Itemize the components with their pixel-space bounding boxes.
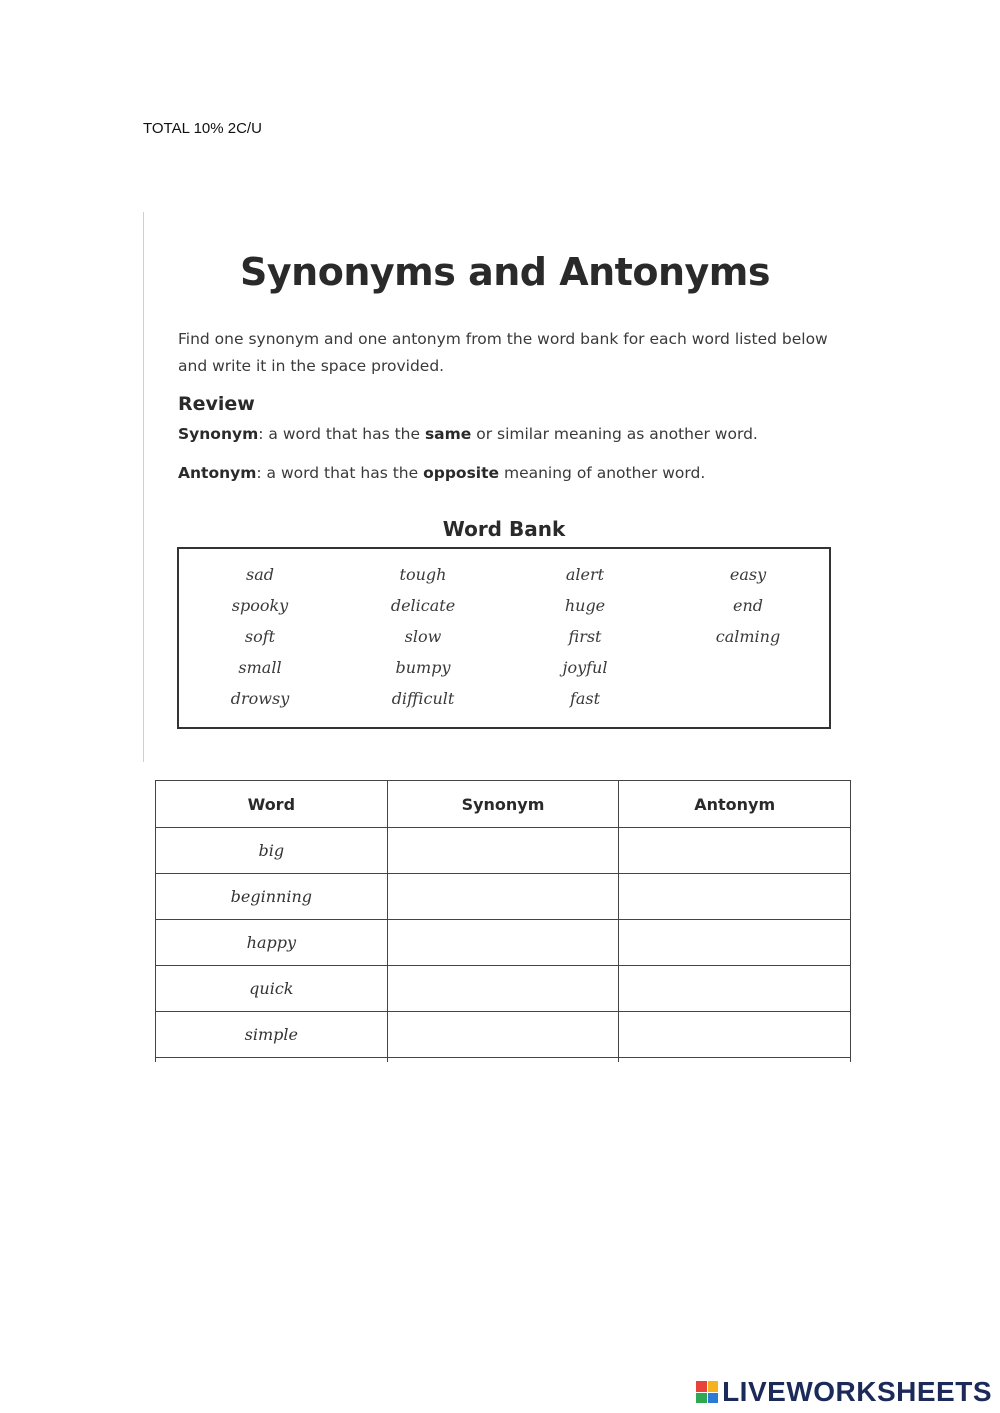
- antonym-answer-cell[interactable]: [619, 828, 851, 874]
- word-bank-item: calming: [715, 627, 781, 646]
- word-bank-item: huge: [564, 596, 606, 615]
- synonym-answer-cell[interactable]: [387, 920, 619, 966]
- antonym-definition: [178, 464, 705, 482]
- word-bank-item: joyful: [562, 658, 608, 677]
- word-bank-item: fast: [569, 689, 601, 708]
- word-bank-item: slow: [404, 627, 442, 646]
- instructions: Find one synonym and one antonym from the word bank for each word listed below and write it in the space provided.: [178, 330, 828, 375]
- synonym-answer-cell[interactable]: [387, 828, 619, 874]
- synonym-def-a: : a word that has the: [258, 425, 425, 443]
- cut-cell: [387, 1058, 619, 1063]
- word-bank-column-2: [342, 559, 504, 714]
- answer-table: [155, 780, 851, 1062]
- column-header-word: Word: [156, 781, 388, 828]
- synonym-answer-cell[interactable]: [387, 966, 619, 1012]
- word-cell: simple: [156, 1012, 388, 1058]
- table-row: [156, 966, 851, 1012]
- table-row: [156, 828, 851, 874]
- cut-cell: [156, 1058, 388, 1063]
- page-title: Synonyms and Antonyms: [240, 250, 770, 294]
- synonym-answer-cell[interactable]: [387, 874, 619, 920]
- table-header-row: [156, 781, 851, 828]
- table-row: [156, 1012, 851, 1058]
- word-bank-item: small: [238, 658, 282, 677]
- table-row: [156, 874, 851, 920]
- logo-square-green: [696, 1393, 707, 1404]
- word-bank-item: difficult: [391, 689, 455, 708]
- logo-square-blue: [708, 1393, 719, 1404]
- sheet-border: [143, 212, 144, 762]
- header-note: TOTAL 10% 2C/U: [143, 120, 262, 137]
- word-bank-item: soft: [244, 627, 276, 646]
- synonym-def-b: or similar meaning as another word.: [471, 425, 758, 443]
- word-bank-item: drowsy: [230, 689, 290, 708]
- synonym-def-emph: same: [424, 425, 472, 443]
- antonym-answer-cell[interactable]: [619, 1012, 851, 1058]
- synonym-answer-cell[interactable]: [387, 1012, 619, 1058]
- antonym-term: Antonym: [178, 464, 257, 482]
- logo-text: LIVEWORKSHEETS: [722, 1376, 992, 1407]
- word-bank-item: bumpy: [395, 658, 451, 677]
- word-bank: [177, 547, 831, 729]
- word-cell: quick: [156, 966, 388, 1012]
- table-cut-row: [156, 1058, 851, 1063]
- word-bank-item: spooky: [231, 596, 289, 615]
- word-bank-item: easy: [729, 565, 767, 584]
- synonym-term: Synonym: [178, 425, 259, 443]
- word-bank-column-4: [667, 559, 829, 652]
- word-cell: happy: [156, 920, 388, 966]
- word-cell: big: [156, 828, 388, 874]
- liveworksheets-logo: [696, 1376, 992, 1408]
- antonym-def-emph: opposite: [423, 464, 500, 482]
- word-bank-column-1: [179, 559, 341, 714]
- logo-square-yellow: [708, 1381, 719, 1392]
- column-header-synonym: Synonym: [387, 781, 619, 828]
- word-bank-column-3: [504, 559, 666, 714]
- antonym-answer-cell[interactable]: [619, 966, 851, 1012]
- word-bank-item: end: [732, 596, 763, 615]
- word-cell: beginning: [156, 874, 388, 920]
- antonym-answer-cell[interactable]: [619, 874, 851, 920]
- antonym-def-b: meaning of another word.: [499, 464, 706, 482]
- synonym-definition: [178, 425, 758, 443]
- logo-icon: [696, 1381, 718, 1403]
- column-header-antonym: Antonym: [619, 781, 851, 828]
- antonym-answer-cell[interactable]: [619, 920, 851, 966]
- antonym-def-a: : a word that has the: [256, 464, 424, 482]
- cut-cell: [619, 1058, 851, 1063]
- word-bank-title: Word Bank: [442, 517, 566, 541]
- word-bank-item: sad: [246, 565, 274, 584]
- word-bank-item: delicate: [390, 596, 456, 615]
- word-bank-item: first: [568, 627, 602, 646]
- table-row: [156, 920, 851, 966]
- word-bank-item: tough: [399, 565, 447, 584]
- logo-square-red: [696, 1381, 707, 1392]
- word-bank-item: alert: [565, 565, 605, 584]
- review-heading: Review: [178, 393, 255, 415]
